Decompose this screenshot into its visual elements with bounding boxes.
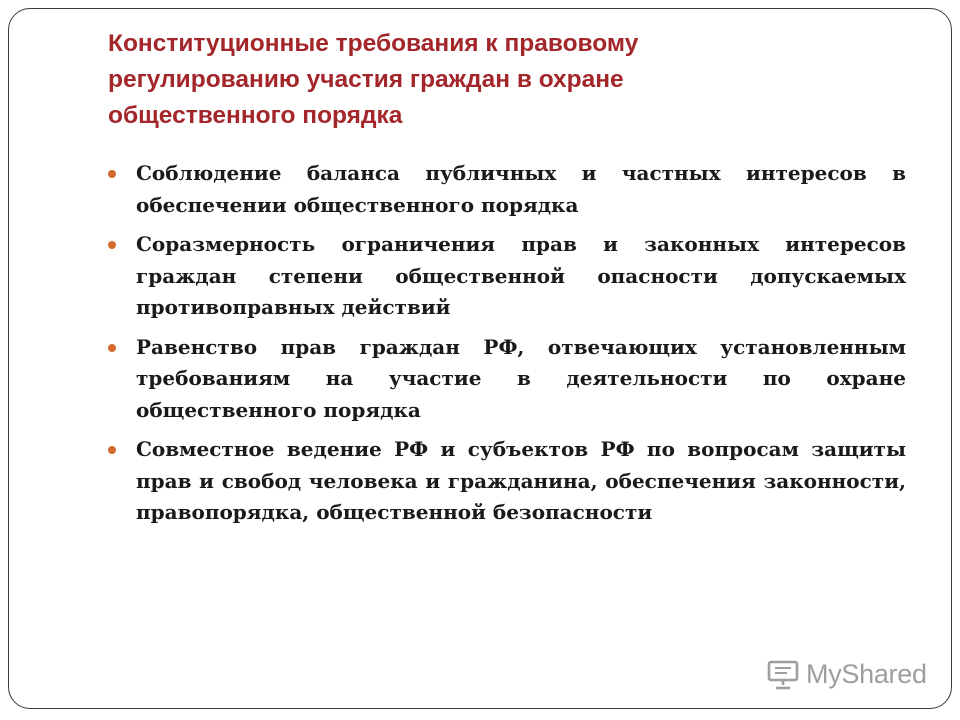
watermark: [766, 654, 927, 694]
bullet-dot-icon: [108, 446, 116, 454]
bullet-text: Соразмерность ограничения прав и законных интересов граждан степени общественной опасности допускаемых противоправных действий: [136, 232, 906, 319]
bullet-list: [108, 158, 906, 537]
bullet-dot-icon: [108, 344, 116, 352]
bullet-item-2: [108, 229, 906, 324]
bullet-text: Совместное ведение РФ и субъектов РФ по вопросам защиты прав и свобод человека и гражданина, обеспечения законности, правопорядка, общественной безопасности: [136, 437, 906, 524]
presentation-board-icon: [766, 657, 800, 691]
bullet-dot-icon: [108, 170, 116, 178]
bullet-item-1: [108, 158, 906, 221]
bullet-item-4: [108, 434, 906, 529]
bullet-item-3: [108, 332, 906, 427]
bullet-text: Соблюдение баланса публичных и частных интересов в обеспечении общественного порядка: [136, 161, 906, 217]
bullet-text: Равенство прав граждан РФ, отвечающих установленным требованиям на участие в деятельности по охране общественного порядка: [136, 334, 906, 422]
watermark-text: MyShared: [806, 658, 927, 689]
bullet-dot-icon: [108, 241, 116, 249]
slide-title: Конституционные требования к правовому регулированию участия граждан в охране общественного порядка: [108, 30, 639, 129]
